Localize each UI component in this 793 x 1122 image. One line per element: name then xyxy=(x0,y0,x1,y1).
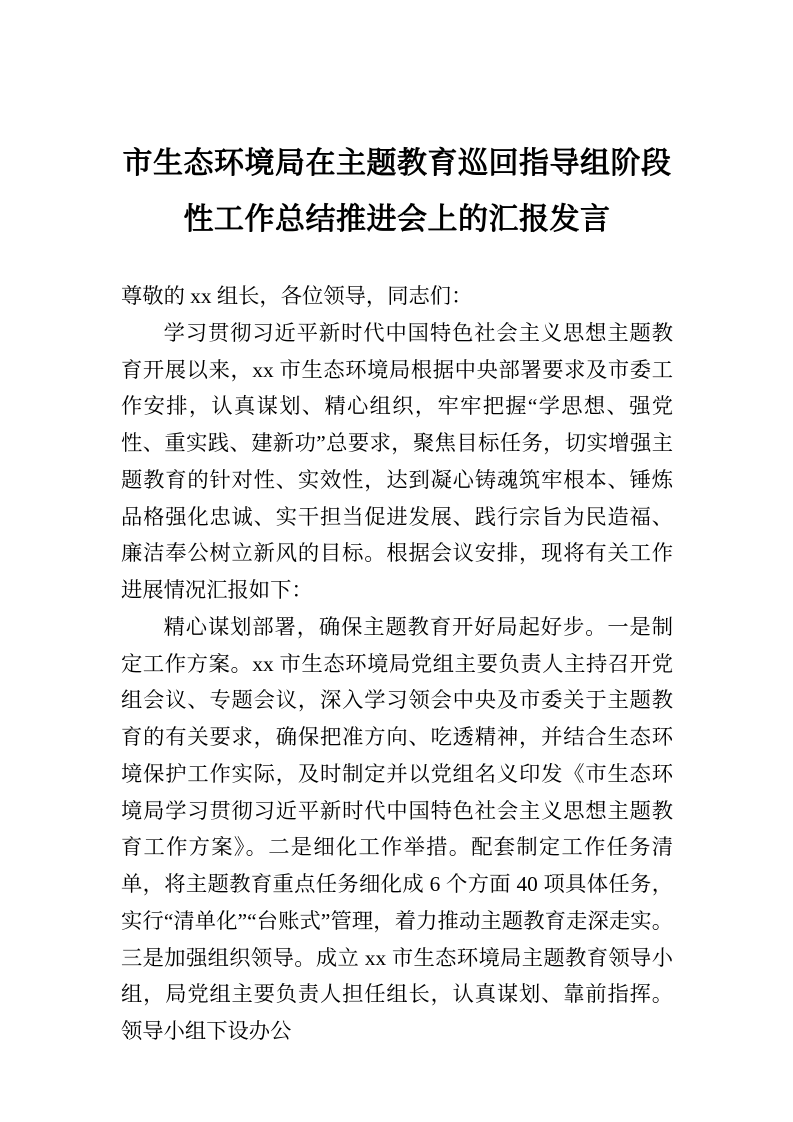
title-line-1: 市生态环境局在主题教育巡回指导组阶段 xyxy=(122,147,672,180)
paragraph-work-report: 精心谋划部署，确保主题教育开好局起好步。一是制定工作方案。xx 市生态环境局党组主要负责人主持召开党组会议、专题会议，深入学习领会中央及市委关于主题教育的有关要求，确保把准方向、吃透精神，并结合生态环境保护工作实际，及时制定并以党组名义印发《市生态环境局学习贯彻习近平新时代中国特色社会主义思想主题教育工作方案》。二是细化工作举措。配套制定工作任务清单，将主题教育重点任务细化成 6 个方面 40 项具体任务，实行“清单化”“台账式”管理，着力推动主题教育走深走实。三是加强组织领导。成立 xx 市生态环境局主题教育领导小组，局党组主要负责人担任组长，认真谋划、靠前指挥。领导小组下设办公 xyxy=(121,614,673,1043)
title-line-2: 性工作总结推进会上的汇报发言 xyxy=(183,203,611,236)
salutation-line: 尊敬的 xx 组长，各位领导，同志们： xyxy=(121,284,473,308)
document-title xyxy=(121,136,673,248)
document-body xyxy=(121,278,673,1050)
paragraph-intro: 学习贯彻习近平新时代中国特色社会主义思想主题教育开展以来，xx 市生态环境局根据中央部署要求及市委工作安排，认真谋划、精心组织，牢牢把握“学思想、强党性、重实践、建新功”总要求，聚焦目标任务，切实增强主题教育的针对性、实效性，达到凝心铸魂筑牢根本、锤炼品格强化忠诚、实干担当促进发展、践行宗旨为民造福、廉洁奉公树立新风的目标。根据会议安排，现将有关工作进展情况汇报如下： xyxy=(121,320,673,602)
